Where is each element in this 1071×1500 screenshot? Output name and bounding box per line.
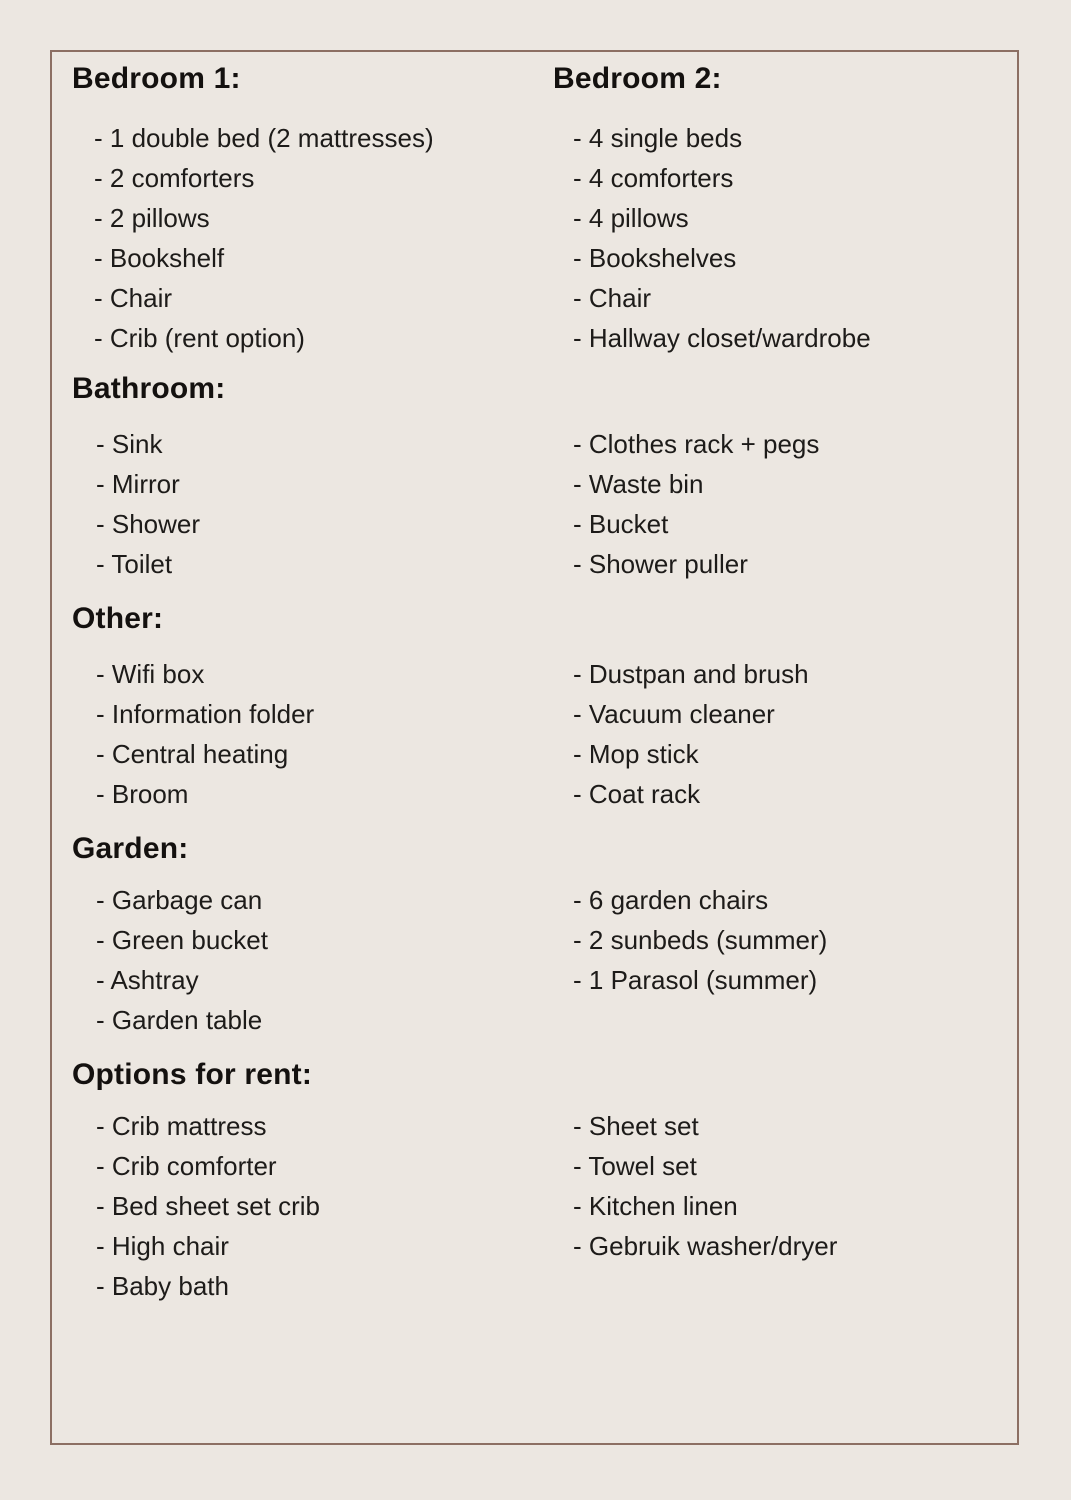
list-item: - 6 garden chairs bbox=[573, 885, 769, 915]
list-item: - Kitchen linen bbox=[573, 1191, 738, 1221]
list-item: - Broom bbox=[96, 779, 189, 809]
list-item: - Shower bbox=[96, 509, 201, 539]
list-bedroom-1 bbox=[72, 118, 553, 358]
list-item: - Crib comforter bbox=[96, 1151, 277, 1181]
list-item: - Sheet set bbox=[573, 1111, 699, 1141]
list-item: - 4 pillows bbox=[573, 203, 689, 233]
list-item: - Mop stick bbox=[573, 739, 699, 769]
list-item: - Dustpan and brush bbox=[573, 659, 809, 689]
spacer bbox=[72, 358, 997, 372]
section-heading-garden: Garden: bbox=[72, 832, 189, 865]
list-item: - Garden table bbox=[96, 1005, 263, 1035]
section-heading-bedroom-2: Bedroom 2: bbox=[553, 62, 722, 95]
list-item: - Toilet bbox=[96, 549, 173, 579]
garden-items-left bbox=[72, 880, 553, 1040]
options-items-right bbox=[553, 1106, 997, 1306]
bedrooms-heading-row bbox=[72, 62, 997, 96]
section-heading-bedroom-1: Bedroom 1: bbox=[72, 62, 241, 95]
garden-items-right bbox=[553, 880, 997, 1040]
bathroom-items-right bbox=[553, 424, 997, 584]
section-heading-other: Other: bbox=[72, 602, 164, 635]
section-heading-bathroom: Bathroom: bbox=[72, 372, 226, 405]
bedroom-1-items bbox=[72, 118, 553, 358]
bedroom-1-column bbox=[72, 62, 553, 96]
list-item: - Bookshelf bbox=[94, 243, 225, 273]
bedroom-2-column bbox=[553, 62, 997, 96]
other-items-right bbox=[553, 654, 997, 814]
list-item: - Mirror bbox=[96, 469, 180, 499]
list-item: - 2 comforters bbox=[94, 163, 255, 193]
document-content bbox=[52, 52, 1017, 1443]
bedroom-2-items bbox=[553, 118, 997, 358]
options-items-row bbox=[72, 1106, 997, 1306]
list-item: - Bucket bbox=[573, 509, 669, 539]
list-item: - Central heating bbox=[96, 739, 289, 769]
list-garden-left bbox=[72, 880, 553, 1040]
spacer bbox=[72, 636, 997, 654]
document-page bbox=[50, 50, 1019, 1445]
list-options-right bbox=[553, 1106, 997, 1266]
bedrooms-items-row bbox=[72, 118, 997, 358]
list-item: - Bed sheet set crib bbox=[96, 1191, 320, 1221]
bathroom-items-left bbox=[72, 424, 553, 584]
list-item: - Coat rack bbox=[573, 779, 701, 809]
list-item: - 1 Parasol (summer) bbox=[573, 965, 818, 995]
other-items-left bbox=[72, 654, 553, 814]
spacer bbox=[72, 866, 997, 880]
list-item: - Green bucket bbox=[96, 925, 268, 955]
list-item: - High chair bbox=[96, 1231, 229, 1261]
list-item: - Clothes rack + pegs bbox=[573, 429, 820, 459]
list-item: - 4 single beds bbox=[573, 123, 743, 153]
list-item: - Garbage can bbox=[96, 885, 263, 915]
list-item: - Crib (rent option) bbox=[94, 323, 305, 353]
list-item: - Shower puller bbox=[573, 549, 748, 579]
list-item: - 2 sunbeds (summer) bbox=[573, 925, 828, 955]
section-heading-options-for-rent: Options for rent: bbox=[72, 1058, 313, 1091]
list-options-left bbox=[72, 1106, 553, 1306]
garden-items-row bbox=[72, 880, 997, 1040]
list-bedroom-2 bbox=[553, 118, 997, 358]
list-garden-right bbox=[553, 880, 997, 1000]
list-item: - Towel set bbox=[573, 1151, 697, 1181]
list-item: - 2 pillows bbox=[94, 203, 210, 233]
list-other-right bbox=[553, 654, 997, 814]
spacer bbox=[72, 1040, 997, 1058]
list-bathroom-right bbox=[553, 424, 997, 584]
list-item: - 1 double bed (2 mattresses) bbox=[94, 123, 434, 153]
list-item: - Wifi box bbox=[96, 659, 205, 689]
list-item: - Crib mattress bbox=[96, 1111, 267, 1141]
list-item: - Baby bath bbox=[96, 1271, 229, 1301]
list-item: - Chair bbox=[573, 283, 652, 313]
list-item: - 4 comforters bbox=[573, 163, 734, 193]
list-item: - Gebruik washer/dryer bbox=[573, 1231, 838, 1261]
list-item: - Hallway closet/wardrobe bbox=[573, 323, 871, 353]
list-other-left bbox=[72, 654, 553, 814]
list-item: - Ashtray bbox=[96, 965, 199, 995]
options-items-left bbox=[72, 1106, 553, 1306]
other-items-row bbox=[72, 654, 997, 814]
spacer bbox=[72, 1092, 997, 1106]
list-bathroom-left bbox=[72, 424, 553, 584]
list-item: - Bookshelves bbox=[573, 243, 737, 273]
list-item: - Waste bin bbox=[573, 469, 704, 499]
spacer bbox=[72, 406, 997, 424]
list-item: - Chair bbox=[94, 283, 173, 313]
spacer bbox=[72, 814, 997, 832]
list-item: - Sink bbox=[96, 429, 163, 459]
list-item: - Vacuum cleaner bbox=[573, 699, 775, 729]
bathroom-items-row bbox=[72, 424, 997, 584]
spacer bbox=[72, 96, 997, 118]
spacer bbox=[72, 584, 997, 602]
list-item: - Information folder bbox=[96, 699, 315, 729]
